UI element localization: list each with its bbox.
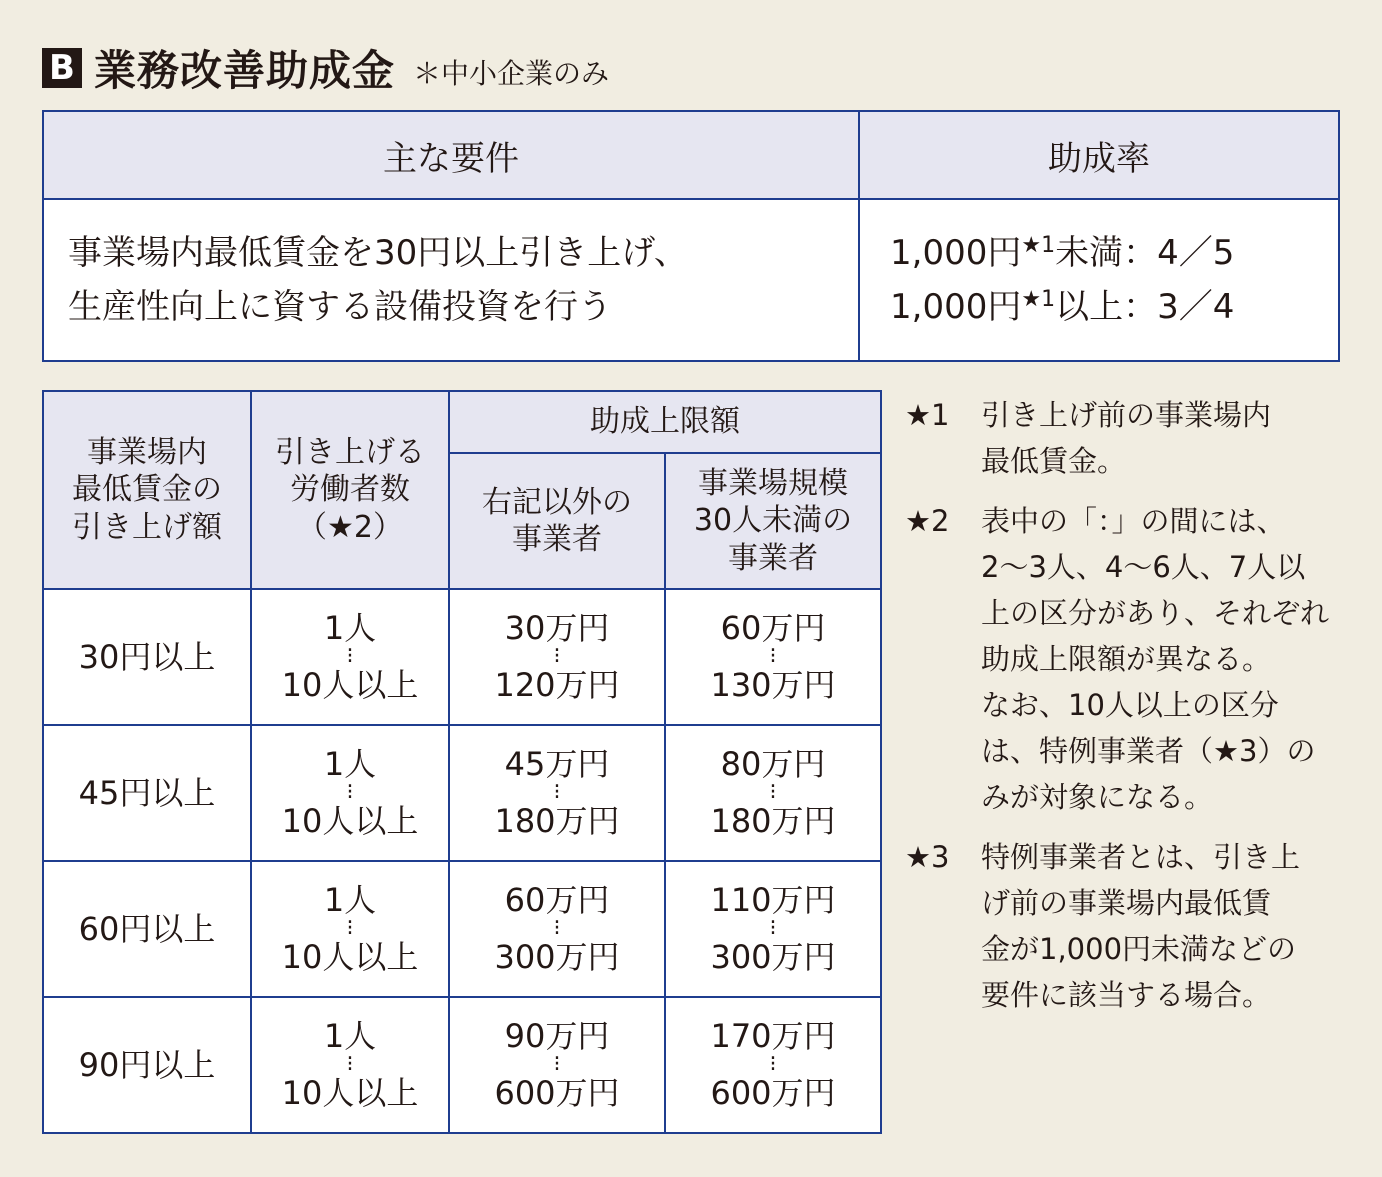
section-badge: B xyxy=(42,48,82,88)
other-limit-cell xyxy=(449,725,665,861)
workers-cell xyxy=(251,725,449,861)
footnote-1 xyxy=(905,392,1355,484)
range-min: 45万円 xyxy=(504,745,610,784)
rate-value: 未満：4／5 xyxy=(1055,232,1235,273)
rate-cell xyxy=(859,199,1339,361)
vertical-dots: ⁝ xyxy=(346,1052,354,1078)
range-min: 1人 xyxy=(323,881,377,920)
rate-line-over xyxy=(890,280,1338,334)
other-limit-cell xyxy=(449,589,665,725)
raise-cell: 30円以上 xyxy=(43,589,251,725)
other-limit-cell xyxy=(449,861,665,997)
col-header-small xyxy=(665,453,881,589)
workers-cell xyxy=(251,861,449,997)
table-row xyxy=(43,725,881,861)
range-min: 170万円 xyxy=(710,1017,836,1056)
footnote-line: 要件に該当する場合。 xyxy=(981,978,1272,1012)
vertical-dots: ⁝ xyxy=(346,916,354,942)
footnote-line: 表中の「：」の間には、 xyxy=(981,504,1286,538)
rate-line-under xyxy=(890,226,1338,280)
other-limit-cell xyxy=(449,997,665,1133)
vertical-dots: ⁝ xyxy=(769,916,777,942)
footnote-line: 特例事業者とは、引き上 xyxy=(981,840,1301,874)
range-max: 180万円 xyxy=(710,801,836,840)
range-min: 110万円 xyxy=(710,881,836,920)
page-title: 業務改善助成金 xyxy=(94,46,396,95)
footnote-text xyxy=(981,392,1355,484)
group-header-limit: 助成上限額 xyxy=(449,391,881,453)
range-max: 10人以上 xyxy=(281,801,419,840)
header-line: 事業者 xyxy=(512,522,602,557)
col-header-raise xyxy=(43,391,251,589)
rate-amount: 1,000円 xyxy=(890,287,1022,327)
footnote-line: 最低賃金。 xyxy=(981,444,1127,478)
header-line: 右記以外の xyxy=(482,484,632,520)
header-line: 30人未満の xyxy=(693,503,853,539)
rate-amount: 1,000円 xyxy=(890,232,1022,273)
header-line: 最低賃金の xyxy=(72,472,222,508)
footnote-line: は、特例事業者（★3）の xyxy=(981,734,1316,768)
range-min: 60万円 xyxy=(720,609,826,648)
vertical-dots: ⁝ xyxy=(553,780,561,806)
raise-cell: 90円以上 xyxy=(43,997,251,1133)
vertical-dots: ⁝ xyxy=(346,780,354,806)
footnote-line: みが対象になる。 xyxy=(981,780,1214,814)
range-max: 130万円 xyxy=(710,665,836,704)
small-limit-cell xyxy=(665,997,881,1133)
workers-cell xyxy=(251,997,449,1133)
requirements-line: 生産性向上に資する設備投資を行う xyxy=(68,287,612,327)
star-mark: ★1 xyxy=(1021,287,1056,312)
col-header-workers xyxy=(251,391,449,589)
vertical-dots: ⁝ xyxy=(769,644,777,670)
rate-header: 助成率 xyxy=(859,111,1339,199)
range-max: 10人以上 xyxy=(281,1073,419,1112)
range-max: 600万円 xyxy=(494,1073,620,1112)
footnote-mark: ★3 xyxy=(905,840,950,874)
footnote-line: 2〜3人、4〜6人、7人以 xyxy=(981,550,1306,584)
range-min: 30万円 xyxy=(504,609,610,648)
range-min: 1人 xyxy=(323,745,377,784)
small-limit-cell xyxy=(665,725,881,861)
range-max: 300万円 xyxy=(494,937,620,976)
table-row xyxy=(43,861,881,997)
range-max: 180万円 xyxy=(494,801,620,840)
col-header-other xyxy=(449,453,665,589)
header-line: 事業場内 xyxy=(87,434,207,470)
table-row xyxy=(43,589,881,725)
header-line: 労働者数 xyxy=(290,472,410,508)
requirements-header: 主な要件 xyxy=(43,111,859,199)
footnote-line: 助成上限額が異なる。 xyxy=(981,642,1272,676)
footnote-text xyxy=(981,498,1355,820)
header-line: 事業場規模 xyxy=(698,465,848,501)
title-note: ＊中小企業のみ xyxy=(413,57,610,90)
header-line: 事業者 xyxy=(728,540,818,576)
section-heading xyxy=(42,40,609,96)
requirements-table xyxy=(42,110,1340,362)
rate-value: 以上：3／4 xyxy=(1055,287,1235,327)
footnote-line: げ前の事業場内最低賃 xyxy=(981,886,1272,920)
footnote-3 xyxy=(905,834,1355,1018)
range-max: 600万円 xyxy=(710,1073,836,1112)
small-limit-cell xyxy=(665,589,881,725)
footnote-line: 引き上げ前の事業場内 xyxy=(981,398,1272,432)
footnote-line: なお、10人以上の区分 xyxy=(981,688,1279,722)
range-max: 10人以上 xyxy=(281,937,419,976)
range-max: 10人以上 xyxy=(281,665,419,704)
header-line: 引き上げる xyxy=(275,434,425,470)
workers-cell xyxy=(251,589,449,725)
range-max: 300万円 xyxy=(710,937,836,976)
footnotes xyxy=(905,392,1355,1032)
range-min: 1人 xyxy=(323,609,377,648)
vertical-dots: ⁝ xyxy=(553,644,561,670)
range-min: 90万円 xyxy=(504,1017,610,1056)
requirements-line: 事業場内最低賃金を30円以上引き上げ、 xyxy=(68,232,688,273)
range-min: 80万円 xyxy=(720,745,826,784)
vertical-dots: ⁝ xyxy=(553,1052,561,1078)
raise-cell: 60円以上 xyxy=(43,861,251,997)
subsidy-limit-table xyxy=(42,390,882,1134)
footnote-mark: ★1 xyxy=(905,398,950,432)
header-line: （★2） xyxy=(297,509,403,545)
footnote-line: 上の区分があり、それぞれ xyxy=(981,596,1330,630)
raise-cell: 45円以上 xyxy=(43,725,251,861)
table-row xyxy=(43,997,881,1133)
vertical-dots: ⁝ xyxy=(769,1052,777,1078)
footnote-mark: ★2 xyxy=(905,504,950,538)
small-limit-cell xyxy=(665,861,881,997)
vertical-dots: ⁝ xyxy=(553,916,561,942)
range-max: 120万円 xyxy=(494,665,620,704)
vertical-dots: ⁝ xyxy=(769,780,777,806)
range-min: 1人 xyxy=(323,1017,377,1056)
requirements-cell xyxy=(43,199,859,361)
footnote-2 xyxy=(905,498,1355,820)
vertical-dots: ⁝ xyxy=(346,644,354,670)
header-line: 引き上げ額 xyxy=(72,509,222,545)
range-min: 60万円 xyxy=(504,881,610,920)
star-mark: ★1 xyxy=(1021,232,1056,258)
footnote-line: 金が1,000円未満などの xyxy=(981,932,1297,966)
footnote-text xyxy=(981,834,1355,1018)
